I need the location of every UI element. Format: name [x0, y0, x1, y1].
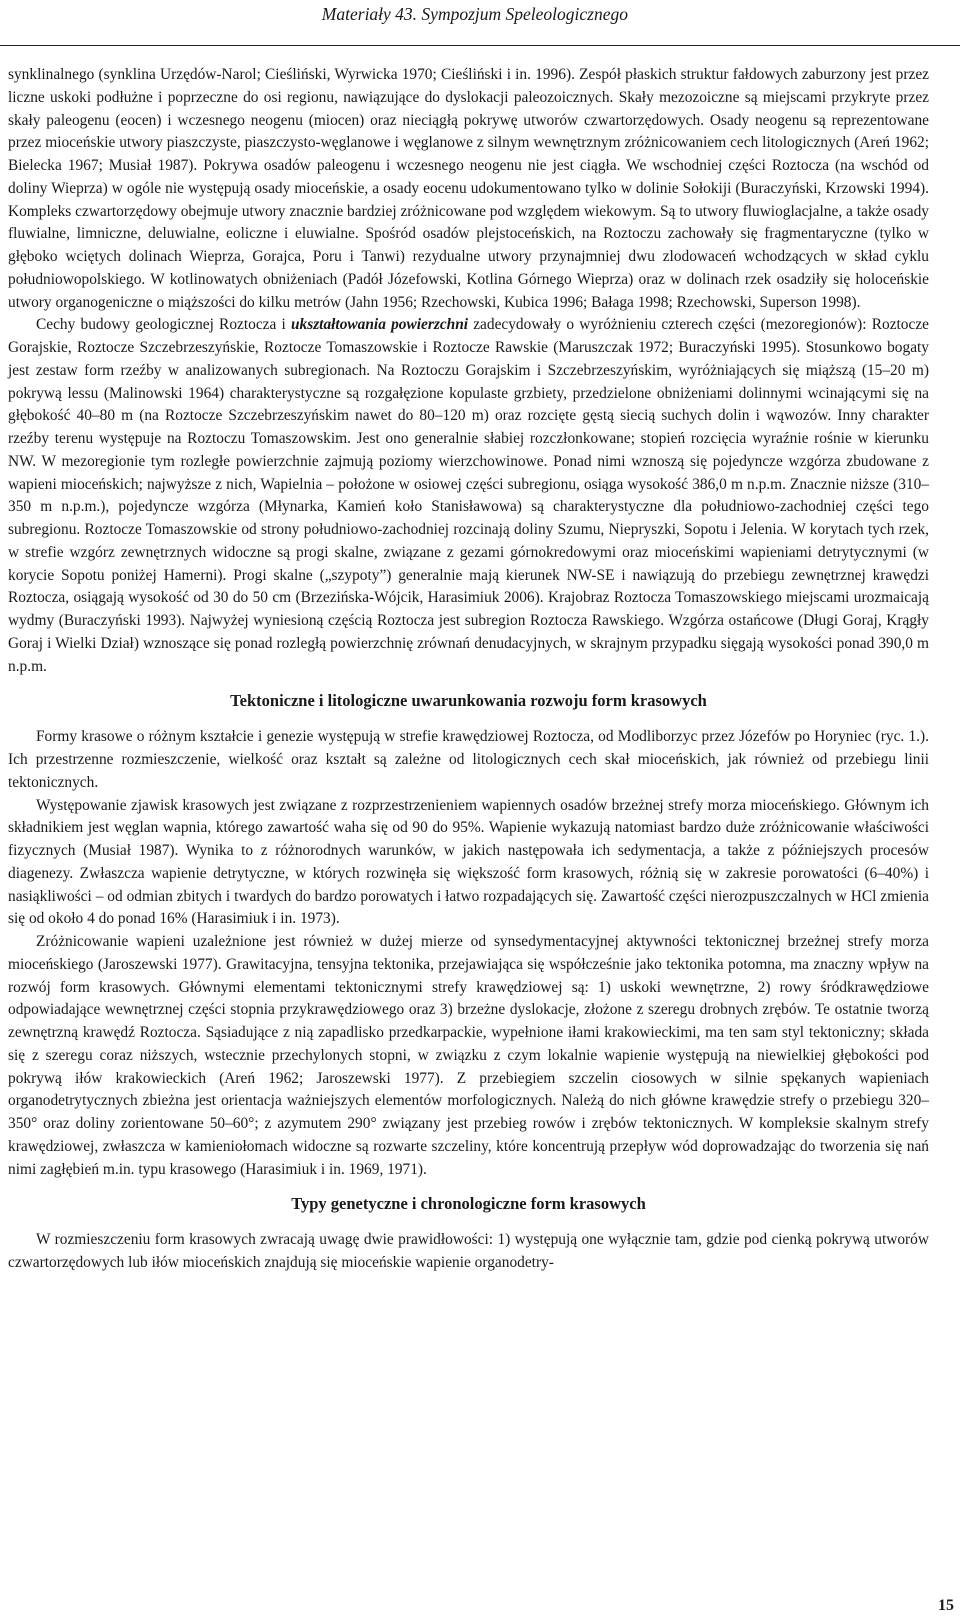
paragraph-text: zadecydowały o wyróżnieniu czterech części (mezoregionów): Roztocze Gorajskie, Roztocze Szczebrzeszyńskie, Roztocze Tomaszowskie i Roztocze Rawskie (Maruszczak 1972; Buraczyński 1995). Stosunkowo bogaty jest zestaw form rzeźby w analizowanych subregionach. Na Roztoczu Gorajskim i Szczebrzeszyńskim, wyróżniających się miąższą (15–20 m) pokrywą lessu (Malinowski 1964) charakterystyczne są rozgałęzione kopulaste grzbiety, przedzielone obniżeniami dolinnymi wcinającymi się na głębokość 40–80 m (na Roztocze Szczebrzeszyńskim nawet do 80–120 m) oraz rozcięte gęstą siecią suchych dolin i wąwozów. Inny charakter rzeźby terenu występuje na Roztoczu Tomaszowskim. Jest ono generalnie słabiej rozczłonkowane; stopień rozcięcia wyraźnie rośnie w kierunku NW. W mezoregionie tym rozległe powierzchnie zajmują poziomy wierzchowinowe. Ponad nimi wznoszą się pojedyncze wzgórza zbudowane z wapieni mioceńskich; najwyższe z nich, Wapielnia – położone w osiowej części subregionu, osiąga wysokość 386,0 m n.p.m. Znacznie niższe (310–350 m n.p.m.), pojedyncze wzgórza (Młynarka, Kamień koło Stanisławowa) są charakterystyczne dla południowo-zachodniej części tego subregionu. Roztocze Tomaszowskie od strony południowo-zachodniej rozcinają doliny Szumu, Niepryszki, Sopotu i Jelenia. W korytach tych rzek, w strefie wzgórz zewnętrznych widoczne są progi skalne, związane z gezami górnokredowymi oraz mioceńskimi wapieniami detrytycznymi (w korycie Sopotu poniżej Hamerni). Progi skalne („szypoty”) generalnie mają kierunek NW-SE i nawiązują do przebiegu zewnętrznej krawędzi Roztocza, osiągają wysokość od 30 do 50 cm (Brzezińska-Wójcik, Harasimiuk 2006). Krajobraz Roztocza Tomaszowskiego miejscami urozmaicają wydmy (Buraczyński 1993). Najwyżej wyniesioną częścią Roztocza jest subregion Roztocza Rawskiego. Wzgórza ostańcowe (Długi Goraj, Krągły Goraj i Wielki Dział) wznoszące się ponad rozległą powierzchnię zrównań denudacyjnych, w skrajnym przypadku sięgają wysokości ponad 390,0 m n.p.m.	[8, 316, 929, 675]
running-header: Materiały 43. Sympozjum Speleologicznego	[321, 4, 628, 24]
paragraph: synklinalnego (synklina Urzędów-Narol; Cieśliński, Wyrwicka 1970; Cieśliński i in. 1996). Zespół płaskich struktur fałdowych zaburzony jest przez liczne uskoki podłużne i poprzeczne do osi regionu, nawiązujące do dyslokacji paleozoicznych. Skały mezozoiczne są miejscami przykryte przez skały paleogenu (eocen) i wczesnego neogenu (miocen) oraz nieciągłą pokrywę utworów czwartorzędowych. Osady neogenu są reprezentowane przez mioceńskie utwory piaszczyste, piaszczysto-węglanowe i węglanowe z silnym wewnętrznym zróżnicowaniem cech litologicznych (Areń 1962; Bielecka 1967; Musiał 1987). Pokrywa osadów paleogenu i wczesnego neogenu nie jest ciągła. We wschodniej części Roztocza (na wschód od doliny Wieprza) w ogóle nie występują osady mioceńskie, a osady eocenu udokumentowano tylko w dolinie Sołokiji (Buraczyński, Krzowski 1994). Kompleks czwartorzędowy obejmuje utwory znacznie bardziej zróżnicowane pod względem wiekowym. Są to utwory fluwioglacjalne, a także osady fluwialne, limniczne, deluwialne, eoliczne i eluwialne. Spośród osadów plejstoceńskich, na Roztoczu zachowały się fragmentaryczne (tylko w głęboko wciętych dolinach Wieprza, Gorajca, Poru i Tanwi) rezydualne utwory przynajmniej dwu zlodowaceń wchodzących w skład cyklu południowopolskiego. W kotlinowatych obniżeniach (Padół Józefowski, Kotlina Górnego Wieprza) oraz w dolinach rzek osadziły się holoceńskie utwory organogeniczne o miąższości do kilku metrów (Jahn 1956; Rzechowski, Kubica 1996; Bałaga 1998; Rzechowski, Superson 1998).	[8, 66, 929, 311]
header-rule	[0, 45, 960, 46]
paragraph: Występowanie zjawisk krasowych jest związane z rozprzestrzenieniem wapiennych osadów brzeżnej strefy morza mioceńskiego. Głównym ich składnikiem jest węglan wapnia, którego zawartość waha się od 90 do 95%. Wapienie wykazują natomiast bardzo duże zróżnicowanie właściwości fizycznych (Musiał 1987). Wynika to z różnorodnych warunków, w jakich następowała ich sedymentacja, a także z późniejszych procesów diagenezy. Zwłaszcza wapienie detrytyczne, w których rozwinęła się większość form krasowych, różnią się w zakresie porowatości (6–40%) i nasiąkliwości – od odmian zbitych i twardych do bardzo porowatych i łatwo rozpadających się. Zawartość części nierozpuszczalnych w HCl zmienia się od około 4 do ponad 16% (Harasimiuk i in. 1973).	[8, 796, 929, 928]
section-heading: Tektoniczne i litologiczne uwarunkowania rozwoju form krasowych	[230, 691, 707, 711]
paragraph: Zróżnicowanie wapieni uzależnione jest również w dużej mierze od synsedymentacyjnej aktywności tektonicznej brzeżnej strefy morza mioceńskiego (Jaroszewski 1977). Grawitacyjna, tensyjna tektonika, przejawiająca się współcześnie jako tektonika potomna, ma znaczny wpływ na rozwój form krasowych. Głównymi elementami tektonicznymi strefy krawędziowej są: 1) uskoki wewnętrzne, 2) rowy śródkrawędziowe odpowiadające wewnętrznej części stopnia przykrawędziowego oraz 3) brzeżne dyslokacje, złożone z szeregu drobnych zrębów. Te ostatnie tworzą zewnętrzną krawędź Roztocza. Sąsiadujące z nią zapadlisko przedkarpackie, wypełnione iłami krakowieckimi, ma ten sam styl tektoniczny; składa się z szeregu coraz niższych, wstecznie przechylonych stopni, w związku z czym lokalnie wapienie występują na niewielkiej głębokości pod pokrywą iłów krakowieckich (Areń 1962; Jaroszewski 1977). Z przebiegiem szczelin ciosowych w silnie spękanych wapieniach organodetrytycznych zbieżna jest orientacja ważniejszych elementów morfologicznych. Należą do nich główne krawędzie strefy o przebiegu 320–350° oraz doliny zorientowane 50–60°; z azymutem 290° związany jest przebieg rowów i zrębów tektonicznych. W kompleksie skalnym strefy krawędziowej, zwłaszcza w kamieniołomach widoczne są rozwarte szczeliny, które koncentrują przepływ wód doprowadzając do tworzenia się nań nimi zagłębień m.in. typu krasowego (Harasimiuk i in. 1969, 1971).	[8, 933, 929, 1178]
page-number: 15	[938, 1597, 954, 1614]
paragraph-text: Cechy budowy geologicznej Roztocza i	[36, 316, 291, 334]
emphasis-text: ukształtowania powierzchni	[290, 316, 469, 334]
section-heading: Typy genetyczne i chronologiczne form krasowych	[291, 1194, 646, 1214]
paragraph: W rozmieszczeniu form krasowych zwracają uwagę dwie prawidłowości: 1) występują one wyłącznie tam, gdzie pod cienką pokrywą utworów czwartorzędowych lub iłów mioceńskich znajdują się mioceńskie wapienie organodetry-	[8, 1231, 929, 1271]
body-text	[8, 64, 929, 1275]
paragraph: Formy krasowe o różnym kształcie i genezie występują w strefie krawędziowej Roztocza, od Modliborzyc przez Józefów po Horyniec (ryc. 1.). Ich przestrzenne rozmieszczenie, wielkość oraz kształt są zależne od litologicznych cech skał mioceńskich, jak również od przebiegu linii tektonicznych.	[8, 728, 929, 791]
paragraph	[8, 314, 929, 678]
